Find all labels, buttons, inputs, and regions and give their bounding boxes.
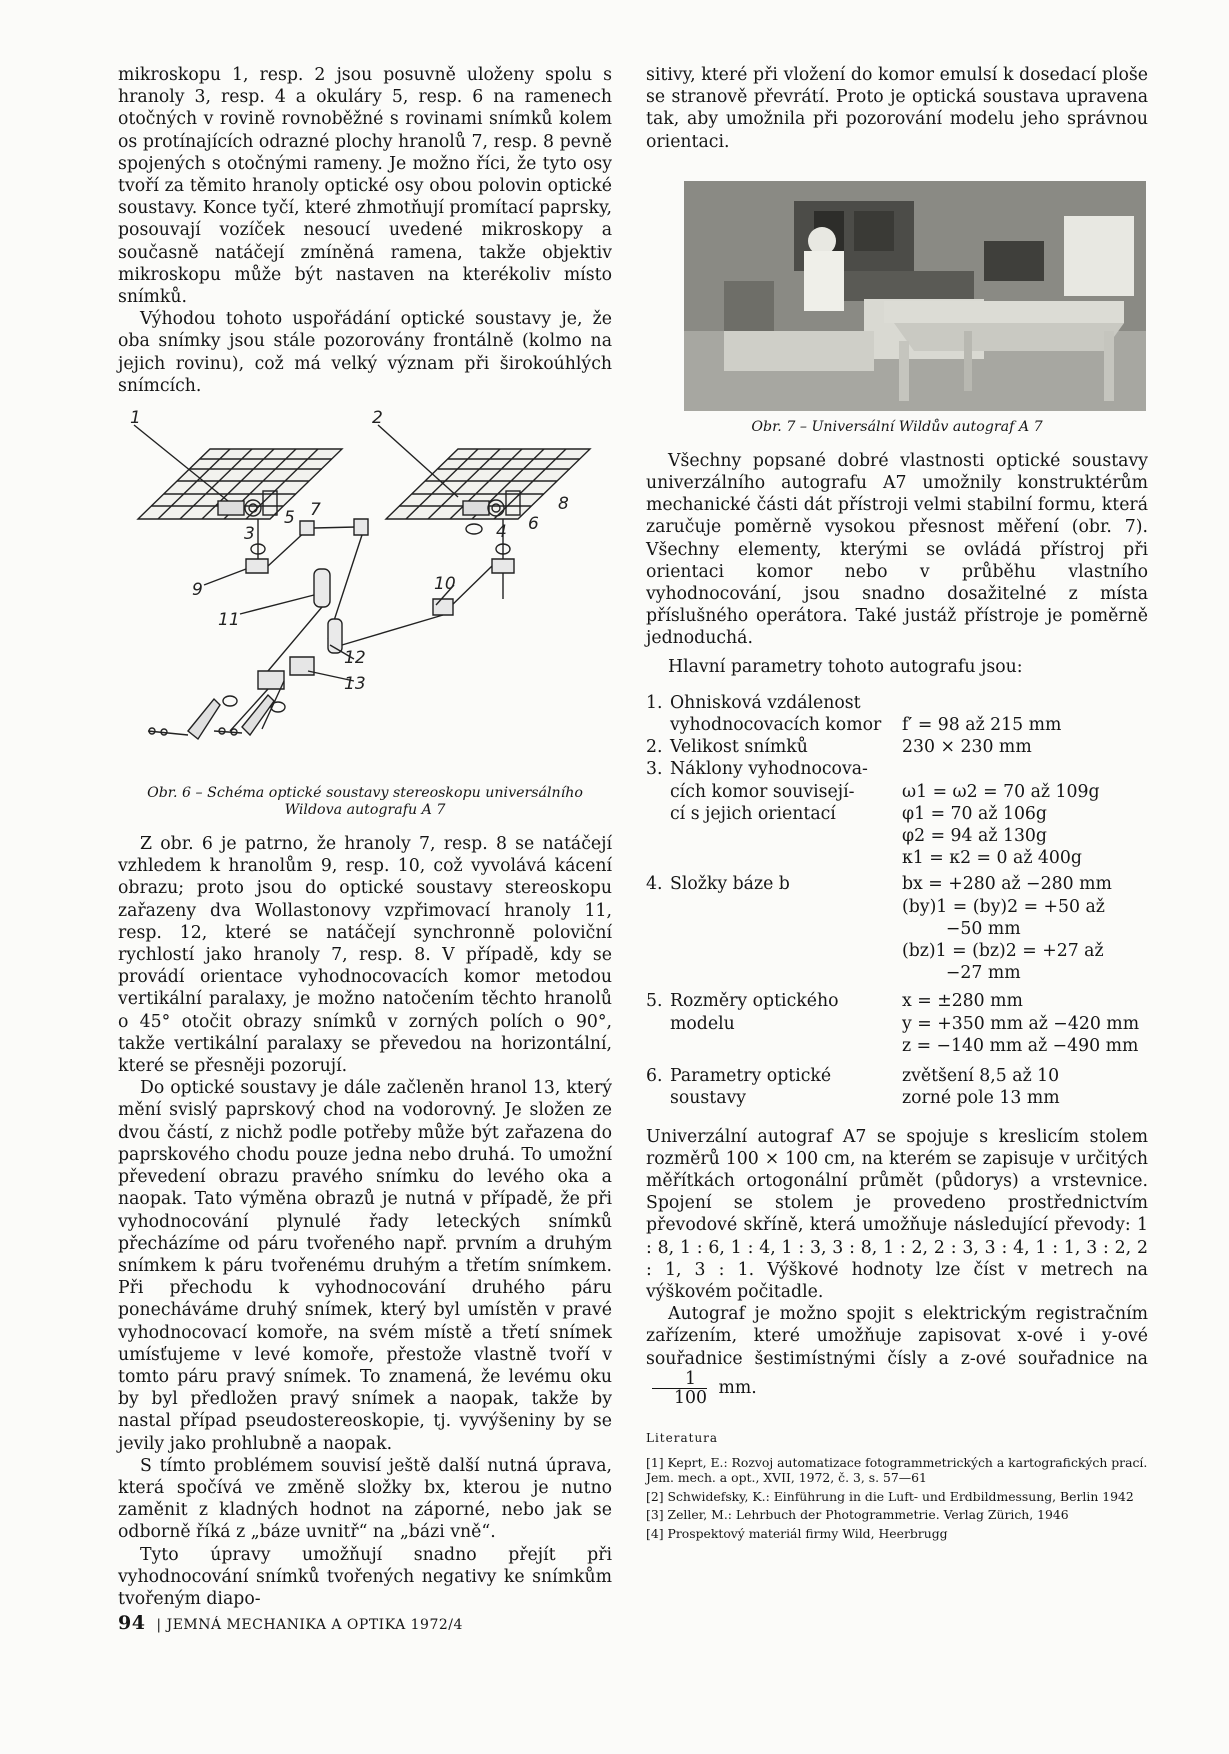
fig6-label: 10 bbox=[434, 574, 456, 595]
param-value: zvětšení 8,5 až 10 zorné pole 13 mm bbox=[902, 1066, 1060, 1109]
page-footer bbox=[118, 1612, 463, 1634]
param-row bbox=[646, 758, 1148, 869]
paragraph: S tímto problémem souvisí ještě další nutná úprava, která spočívá ve změně složky bx, kterou je nutno zaměnit z kladných hodnot na záporné, nebo jak se odborně říká z „báze uvnitř“ na „bázi vně“. bbox=[118, 1455, 612, 1543]
param-value: ω1 = ω2 = 70 až 109g φ1 = 70 až 106g φ2 = 94 až 130g κ1 = κ2 = 0 až 400g bbox=[902, 781, 1100, 869]
param-value: bx = +280 až −280 mm (by)1 = (by)2 = +50 až −50 mm (bz)1 = (bz)2 = +27 až −27 mm bbox=[902, 874, 1112, 984]
left-column bbox=[118, 64, 612, 1610]
paragraph: Univerzální autograf A7 se spojuje s kreslicím stolem rozměrů 100 × 100 cm, na kterém se zapisuje v určitých měřítkách ortogonální průmět (půdorys) a vrstevnice. Spojení se stolem je provedeno prostřednictvím převodové skříně, která umožňuje následující převody: 1 : 8, 1 : 6, 1 : 4, 1 : 3, 3 : 8, 1 : 2, 2 : 3, 3 : 4, 1 : 1, 3 : 2, 2 : 1, 3 : 1. Výškové hodnoty lze číst v metrech na výškovém počitadle. bbox=[646, 1126, 1148, 1302]
paragraph: Do optické soustavy je dále začleněn hranol 13, který mění svislý paprskový chod na vodorovný. Je složen ze dvou částí, z nichž podle potřeby může být zařazena do paprskového chodu pouze jedna nebo druhá. To umožní převedení obrazu pravého snímku do levého oka a naopak. Tato výměna obrazů je nutná v případě, že při vyhodnocování plynulé řady leteckých snímků přecházíme od páru tvořeného např. prvním a druhým snímkem k páru tvořenému druhým a třetím snímkem. Při přechodu k vyhodnocování druhého páru ponecháváme druhý snímek, který byl umístěn v pravé vyhodnocovací komoře, na svém místě a třetí snímek umísťujeme v levé komoře, přestože vlastně tvoří v tomto páru pravý snímek. To znamená, že levému oku by byl předložen pravý snímek a naopak, takže by nastal případ pseudostereoskopie, tj. vyvýšeniny by se jevily jako prohlubně a naopak. bbox=[118, 1078, 612, 1454]
fig6-label: 13 bbox=[344, 674, 366, 695]
fig6-label: 11 bbox=[218, 610, 240, 631]
fig6-label: 2 bbox=[372, 409, 383, 429]
fig6-label: 1 bbox=[130, 409, 141, 429]
fig6-label: 6 bbox=[528, 514, 539, 535]
param-label: Ohnisková vzdálenost vyhodnocovacích komor bbox=[670, 692, 882, 736]
fig6-label: 12 bbox=[344, 648, 366, 669]
literature-heading: Literatura bbox=[646, 1430, 719, 1445]
paragraph: Všechny popsané dobré vlastnosti optické soustavy univerzálního autografu A7 umožnily konstruktérům mechanické části dát přístroji velmi stabilní formu, která zaručuje poměrně vysokou přesnost měření (obr. 7). Všechny elementy, kterými se ovládá přístroj při orientaci komor nebo v průběhu vlastního vyhodnocování, jsou snadno dosažitelné z místa příslušného operátora. Také justáž přístroje je poměrně jednoduchá. bbox=[646, 450, 1148, 649]
parameters-list bbox=[646, 692, 1148, 1110]
paragraph: Z obr. 6 je patrno, že hranoly 7, resp. 8 se natáčejí vzhledem k hranolům 9, resp. 10, což vyvolává kácení obrazu; proto jsou do optické soustavy stereoskopu zařazeny dva Wollastonovy vzpřimovací hranoly 11, resp. 12, které se natáčejí synchronně poloviční rychlostí jako hranoly 7, resp. 8. V případě, kdy se provádí orientace vyhodnocovacích komor metodou vertikální paralaxy, je možno natočením těchto hranolů o 45° otočit obrazy snímků v zorných polích o 90°, takže vertikální paralaxy se převedou na horizontální, které se přesněji pozorují. bbox=[118, 834, 612, 1077]
fig6-label: 7 bbox=[310, 500, 321, 521]
param-number: 6. bbox=[646, 1066, 663, 1087]
param-value: f′ = 98 až 215 mm bbox=[902, 715, 1062, 736]
param-label: Velikost snímků bbox=[670, 737, 808, 758]
param-label: Parametry optické soustavy bbox=[670, 1066, 832, 1109]
reference-item: [1] Keprt, E.: Rozvoj automatizace fotogrammetrických a kartografických prací. Jem. mech. a opt., XVII, 1972, č. 3, s. 57—61 bbox=[646, 1454, 1148, 1486]
fig6-label: 8 bbox=[558, 494, 569, 515]
param-number: 5. bbox=[646, 991, 663, 1012]
paragraph: mikroskopu 1, resp. 2 jsou posuvně uloženy spolu s hranoly 3, resp. 4 a okuláry 5, resp. 6 na ramenech otočných v rovině rovnoběžné s rovinami snímků kolem os protínajících odrazné plochy hranolů 7, resp. 8 pevně spojených s otočnými rameny. Je možno říci, že tyto osy tvoří za těmito hranoly optické osy obou polovin optické soustavy. Konce tyčí, které zhmotňují promítací paprsky, posouvají vozíček nesoucí uvedené mikroskopy a současně natáčejí zmíněná ramena, takže objektiv mikroskopu může být nastaven na kterékoliv místo snímků. bbox=[118, 65, 612, 308]
param-number: 1. bbox=[646, 692, 663, 713]
autograf-photo-illustration bbox=[684, 181, 1146, 411]
fig6-label: 9 bbox=[192, 580, 203, 601]
fig6-label: 5 bbox=[284, 508, 295, 529]
footer-separator: | bbox=[156, 1617, 162, 1633]
paragraph: Výhodou tohoto uspořádání optické soustavy je, že oba snímky jsou stále pozorovány frontálně (kolmo na jejich rovinu), což má velký význam při širokoúhlých snímcích. bbox=[118, 309, 612, 396]
figure-6-caption: Obr. 6 – Schéma optické soustavy stereoskopu universálního Wildova autografu A 7 bbox=[147, 785, 583, 819]
reference-item: [2] Schwidefsky, K.: Einführung in die Luft- und Erdbildmessung, Berlin 1942 bbox=[646, 1488, 1134, 1504]
page-number: 94 bbox=[118, 1612, 146, 1634]
param-label: Náklony vyhodnocova- cích komor souvisejí- cí s jejich orientací bbox=[670, 759, 868, 824]
reference-item: [4] Prospektový materiál firmy Wild, Heerbrugg bbox=[646, 1525, 948, 1541]
param-value: 230 × 230 mm bbox=[902, 737, 1032, 758]
param-row bbox=[646, 1065, 1148, 1109]
paragraph: Tyto úpravy umožňují snadno přejít při vyhodnocování snímků tvořených negativy ke snímkům tvořeným diapo- bbox=[118, 1544, 612, 1609]
figure-7-caption: Obr. 7 – Universální Wildův autograf A 7 bbox=[751, 418, 1043, 435]
param-label: Složky báze b bbox=[670, 874, 790, 895]
figure-6-diagram bbox=[118, 409, 612, 777]
param-label: Rozměry optického modelu bbox=[670, 991, 839, 1034]
journal-name: JEMNÁ MECHANIKA A OPTIKA 1972/4 bbox=[166, 1617, 463, 1633]
param-number: 3. bbox=[646, 759, 663, 780]
param-value: x = ±280 mm y = +350 mm až −420 mm z = −140 mm až −490 mm bbox=[902, 991, 1140, 1056]
figure-7-photo bbox=[684, 181, 1146, 411]
fig6-label: 4 bbox=[496, 522, 507, 543]
param-row bbox=[646, 692, 1148, 736]
param-number: 2. bbox=[646, 737, 663, 758]
fig6-label: 3 bbox=[244, 524, 255, 545]
fraction: $\frac{1}{100}$ bbox=[652, 1370, 707, 1407]
param-row bbox=[646, 990, 1148, 1057]
reference-list bbox=[646, 1455, 1148, 1542]
paragraph: Autograf je možno spojit s elektrickým registračním zařízením, které umožňuje zapisovat x-ové i y-ové souřadnice šestimístnými čísly a z-ové souřadnice na $\frac{1}{100}$ mm. bbox=[646, 1304, 1148, 1408]
reference-item: [3] Zeller, M.: Lehrbuch der Photogrammetrie. Verlag Zürich, 1946 bbox=[646, 1507, 1069, 1523]
param-row bbox=[646, 873, 1148, 984]
paragraph: sitivy, které při vložení do komor emulsí k dosedací ploše se stranově převrátí. Proto je optická soustava upravena tak, aby umožnila při pozorování modelu jeho správnou orientaci. bbox=[646, 65, 1148, 152]
param-number: 4. bbox=[646, 874, 663, 895]
param-row bbox=[646, 736, 1148, 758]
params-intro: Hlavní parametry tohoto autografu jsou: bbox=[668, 656, 1023, 677]
right-column bbox=[646, 64, 1148, 1541]
